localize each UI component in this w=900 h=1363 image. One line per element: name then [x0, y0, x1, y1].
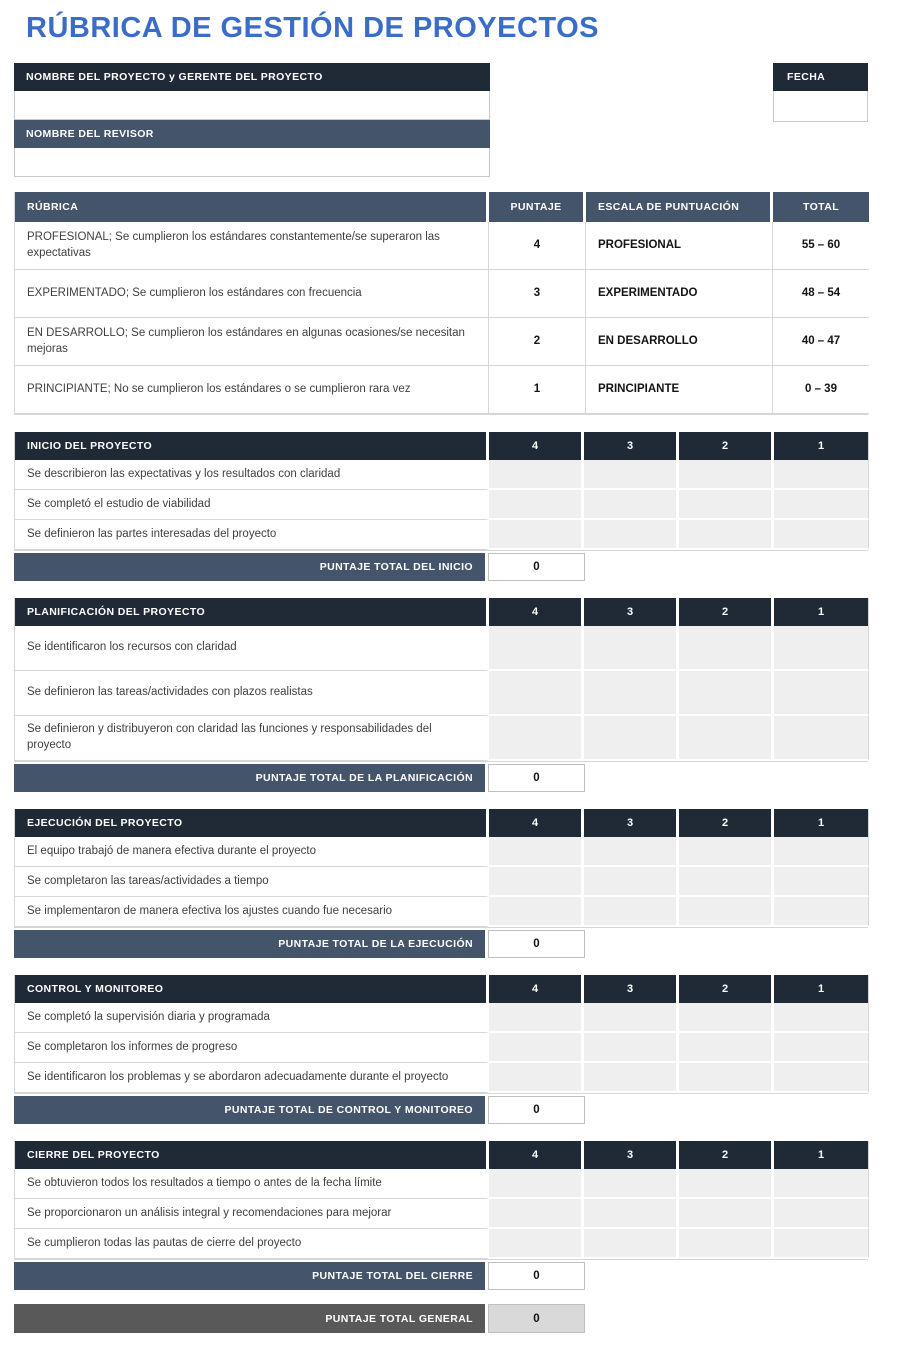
- reviewer-input[interactable]: [14, 148, 490, 177]
- rubric-level: PRINCIPIANTE: [586, 366, 773, 414]
- score-column-header: 1: [774, 432, 869, 460]
- grand-total-value: 0: [488, 1304, 585, 1333]
- reviewer-label: NOMBRE DEL REVISOR: [14, 120, 490, 148]
- section-title: CONTROL Y MONITOREO: [15, 975, 489, 1003]
- rubric-score: 2: [489, 318, 586, 366]
- section: [14, 432, 900, 581]
- criterion-label: Se proporcionaron un análisis integral y recomendaciones para mejorar: [15, 1199, 489, 1229]
- section-total-row: [14, 930, 585, 958]
- criterion-label: Se cumplieron todas las pautas de cierre del proyecto: [15, 1229, 489, 1259]
- score-input-cell[interactable]: [489, 1199, 584, 1229]
- score-input-cell[interactable]: [774, 1169, 869, 1199]
- score-input-cell[interactable]: [679, 520, 774, 550]
- criterion-label: Se implementaron de manera efectiva los ajustes cuando fue necesario: [15, 897, 489, 927]
- score-column-header: 4: [489, 432, 584, 460]
- score-column-header: 3: [584, 1141, 679, 1169]
- score-input-cell[interactable]: [584, 897, 679, 927]
- score-input-cell[interactable]: [774, 1199, 869, 1229]
- section-total-label: PUNTAJE TOTAL DE LA EJECUCIÓN: [14, 930, 488, 958]
- rubric-range: 40 – 47: [773, 318, 869, 366]
- rubric-description: EXPERIMENTADO; Se cumplieron los estándares con frecuencia: [15, 270, 489, 318]
- score-input-cell[interactable]: [679, 1199, 774, 1229]
- sections: [14, 432, 900, 1290]
- score-input-cell[interactable]: [489, 837, 584, 867]
- score-column-header: 2: [679, 432, 774, 460]
- section-total-value: 0: [488, 553, 585, 581]
- section-total-row: [14, 1096, 585, 1124]
- criterion-label: Se completó la supervisión diaria y programada: [15, 1003, 489, 1033]
- section-title: PLANIFICACIÓN DEL PROYECTO: [15, 598, 489, 626]
- score-input-cell[interactable]: [774, 716, 869, 761]
- score-input-cell[interactable]: [774, 490, 869, 520]
- project-name-label: NOMBRE DEL PROYECTO y GERENTE DEL PROYECTO: [14, 63, 490, 91]
- score-column-header: 2: [679, 598, 774, 626]
- score-input-cell[interactable]: [489, 1063, 584, 1093]
- score-input-cell[interactable]: [774, 1229, 869, 1259]
- score-column-header: 2: [679, 1141, 774, 1169]
- rubric-level: EXPERIMENTADO: [586, 270, 773, 318]
- score-input-cell[interactable]: [489, 1229, 584, 1259]
- score-column-header: 1: [774, 975, 869, 1003]
- score-input-cell[interactable]: [584, 460, 679, 490]
- score-input-cell[interactable]: [774, 626, 869, 671]
- score-input-cell[interactable]: [774, 837, 869, 867]
- score-input-cell[interactable]: [489, 1003, 584, 1033]
- score-column-header: 3: [584, 598, 679, 626]
- rubric-description: PRINCIPIANTE; No se cumplieron los estándares o se cumplieron rara vez: [15, 366, 489, 414]
- section-table: [14, 1141, 868, 1260]
- score-input-cell[interactable]: [679, 626, 774, 671]
- section-table: [14, 975, 868, 1094]
- score-column-header: 2: [679, 975, 774, 1003]
- rubric-description: EN DESARROLLO; Se cumplieron los estándares en algunas ocasiones/se necesitan mejoras: [15, 318, 489, 366]
- score-input-cell[interactable]: [774, 1003, 869, 1033]
- score-input-cell[interactable]: [679, 1003, 774, 1033]
- date-label: FECHA: [773, 63, 868, 91]
- score-input-cell[interactable]: [679, 1229, 774, 1259]
- score-column-header: 2: [679, 809, 774, 837]
- score-input-cell[interactable]: [679, 460, 774, 490]
- section-total-value: 0: [488, 1262, 585, 1290]
- score-column-header: 3: [584, 975, 679, 1003]
- score-input-cell[interactable]: [489, 1033, 584, 1063]
- score-column-header: 1: [774, 809, 869, 837]
- header-block: [14, 63, 900, 179]
- project-name-input[interactable]: [14, 91, 490, 120]
- section-title: EJECUCIÓN DEL PROYECTO: [15, 809, 489, 837]
- score-input-cell[interactable]: [489, 520, 584, 550]
- date-box: [773, 63, 868, 122]
- section-total-row: [14, 553, 585, 581]
- criterion-label: Se obtuvieron todos los resultados a tiempo o antes de la fecha límite: [15, 1169, 489, 1199]
- score-input-cell[interactable]: [489, 671, 584, 716]
- section-total-label: PUNTAJE TOTAL DE CONTROL Y MONITOREO: [14, 1096, 488, 1124]
- section-total-value: 0: [488, 1096, 585, 1124]
- criterion-label: Se identificaron los recursos con claridad: [15, 626, 489, 671]
- score-column-header: 1: [774, 598, 869, 626]
- section-total-label: PUNTAJE TOTAL DEL CIERRE: [14, 1262, 488, 1290]
- rubric-level: EN DESARROLLO: [586, 318, 773, 366]
- score-input-cell[interactable]: [584, 520, 679, 550]
- rubric-range: 48 – 54: [773, 270, 869, 318]
- section-table: [14, 809, 868, 928]
- section: [14, 1141, 900, 1290]
- score-input-cell[interactable]: [489, 867, 584, 897]
- rubric-table: [14, 192, 868, 415]
- score-input-cell[interactable]: [774, 1033, 869, 1063]
- score-input-cell[interactable]: [489, 626, 584, 671]
- score-input-cell[interactable]: [584, 626, 679, 671]
- criterion-label: Se definieron y distribuyeron con claridad las funciones y responsabilidades del proyecto: [15, 716, 489, 761]
- score-column-header: 4: [489, 975, 584, 1003]
- project-info-box: [14, 63, 490, 177]
- score-input-cell[interactable]: [679, 1063, 774, 1093]
- section-total-row: [14, 764, 585, 792]
- page-title: RÚBRICA DE GESTIÓN DE PROYECTOS: [26, 12, 600, 44]
- section-total-value: 0: [488, 930, 585, 958]
- score-input-cell[interactable]: [584, 1169, 679, 1199]
- score-input-cell[interactable]: [774, 671, 869, 716]
- section-total-label: PUNTAJE TOTAL DE LA PLANIFICACIÓN: [14, 764, 488, 792]
- score-input-cell[interactable]: [774, 867, 869, 897]
- score-input-cell[interactable]: [774, 1063, 869, 1093]
- section-table: [14, 432, 868, 551]
- score-input-cell[interactable]: [679, 671, 774, 716]
- score-input-cell[interactable]: [774, 460, 869, 490]
- rubric-level: PROFESIONAL: [586, 222, 773, 270]
- score-column-header: 4: [489, 1141, 584, 1169]
- score-input-cell[interactable]: [679, 716, 774, 761]
- section: [14, 809, 900, 958]
- section: [14, 975, 900, 1124]
- score-input-cell[interactable]: [679, 837, 774, 867]
- section-total-row: [14, 1262, 585, 1290]
- rubric-header-rubrica: RÚBRICA: [15, 192, 489, 222]
- score-input-cell[interactable]: [489, 460, 584, 490]
- score-input-cell[interactable]: [679, 867, 774, 897]
- criterion-label: Se completaron las tareas/actividades a tiempo: [15, 867, 489, 897]
- rubric-header-puntaje: PUNTAJE: [489, 192, 586, 222]
- score-input-cell[interactable]: [489, 897, 584, 927]
- score-input-cell[interactable]: [584, 1033, 679, 1063]
- score-input-cell[interactable]: [584, 867, 679, 897]
- section-table: [14, 598, 868, 762]
- rubric-score: 4: [489, 222, 586, 270]
- score-input-cell[interactable]: [679, 490, 774, 520]
- section-title: INICIO DEL PROYECTO: [15, 432, 489, 460]
- date-input[interactable]: [773, 91, 868, 122]
- section-total-label: PUNTAJE TOTAL DEL INICIO: [14, 553, 488, 581]
- score-input-cell[interactable]: [584, 1063, 679, 1093]
- score-column-header: 1: [774, 1141, 869, 1169]
- grand-total-row: [14, 1304, 585, 1333]
- score-column-header: 4: [489, 809, 584, 837]
- rubric-range: 0 – 39: [773, 366, 869, 414]
- rubric-range: 55 – 60: [773, 222, 869, 270]
- criterion-label: Se definieron las partes interesadas del proyecto: [15, 520, 489, 550]
- section-title: CIERRE DEL PROYECTO: [15, 1141, 489, 1169]
- criterion-label: Se completó el estudio de viabilidad: [15, 490, 489, 520]
- rubric-description: PROFESIONAL; Se cumplieron los estándares constantemente/se superaron las expectativas: [15, 222, 489, 270]
- score-input-cell[interactable]: [584, 716, 679, 761]
- score-column-header: 3: [584, 432, 679, 460]
- score-input-cell[interactable]: [679, 1169, 774, 1199]
- score-input-cell[interactable]: [584, 671, 679, 716]
- score-input-cell[interactable]: [489, 1169, 584, 1199]
- score-input-cell[interactable]: [489, 490, 584, 520]
- score-input-cell[interactable]: [584, 1199, 679, 1229]
- score-input-cell[interactable]: [774, 520, 869, 550]
- rubric-score: 3: [489, 270, 586, 318]
- criterion-label: Se completaron los informes de progreso: [15, 1033, 489, 1063]
- score-column-header: 4: [489, 598, 584, 626]
- score-input-cell[interactable]: [679, 897, 774, 927]
- score-input-cell[interactable]: [774, 897, 869, 927]
- score-input-cell[interactable]: [584, 1003, 679, 1033]
- grand-total-label: PUNTAJE TOTAL GENERAL: [14, 1304, 488, 1333]
- score-input-cell[interactable]: [489, 716, 584, 761]
- rubric-header-escala: ESCALA DE PUNTUACIÓN: [586, 192, 773, 222]
- score-input-cell[interactable]: [584, 837, 679, 867]
- rubric-score: 1: [489, 366, 586, 414]
- criterion-label: El equipo trabajó de manera efectiva durante el proyecto: [15, 837, 489, 867]
- score-input-cell[interactable]: [679, 1033, 774, 1063]
- rubric-header-total: TOTAL: [773, 192, 869, 222]
- criterion-label: Se describieron las expectativas y los resultados con claridad: [15, 460, 489, 490]
- score-input-cell[interactable]: [584, 490, 679, 520]
- criterion-label: Se identificaron los problemas y se abordaron adecuadamente durante el proyecto: [15, 1063, 489, 1093]
- section: [14, 598, 900, 792]
- score-column-header: 3: [584, 809, 679, 837]
- criterion-label: Se definieron las tareas/actividades con plazos realistas: [15, 671, 489, 716]
- score-input-cell[interactable]: [584, 1229, 679, 1259]
- section-total-value: 0: [488, 764, 585, 792]
